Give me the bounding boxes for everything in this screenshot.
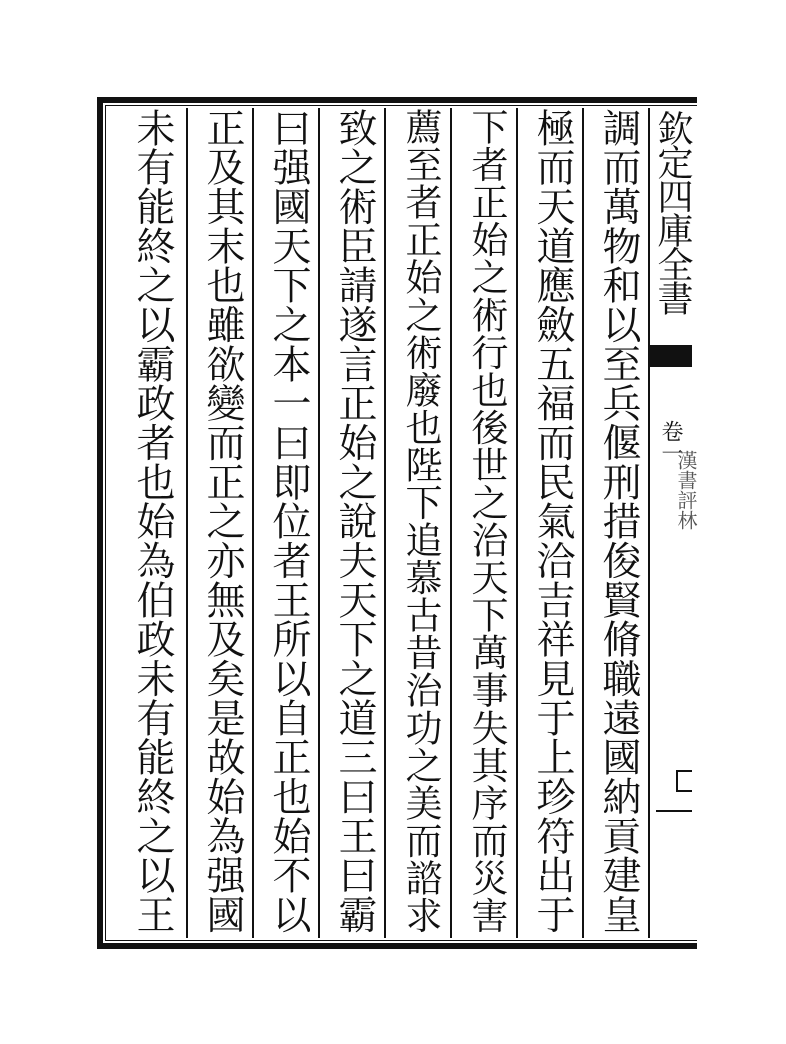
- text-column-8: 未有能終之以霸政者也始為伯政未有能終之以王: [130, 108, 175, 934]
- text-column-6: 曰强國天下之本一曰即位者王所以自正也始不以: [266, 108, 311, 934]
- fishtail-mark: [650, 345, 692, 367]
- column-rule: [186, 108, 188, 938]
- text-column-2: 極而天道應斂五福而民氣洽吉祥見于上珍符出于: [530, 108, 575, 934]
- column-rule: [252, 108, 254, 938]
- column-rule: [384, 108, 386, 938]
- series-title: 欽定四庫全書: [652, 110, 693, 314]
- margin-rule: [656, 810, 692, 812]
- text-column-7: 正及其末也雖欲變而正之亦無及矣是故始為强國: [200, 108, 245, 934]
- column-rule: [648, 108, 650, 938]
- juan-label: 卷一: [658, 420, 683, 464]
- text-column-4: 薦至者正始之術廢也陛下追慕古昔治功之美而諮求: [399, 108, 442, 934]
- column-rule: [582, 108, 584, 938]
- column-rule: [318, 108, 320, 938]
- book-title: 漢書評林: [674, 450, 698, 530]
- column-rule: [450, 108, 452, 938]
- text-column-5: 致之術臣請遂言正始之說夫天下之道三曰王曰霸: [332, 108, 377, 934]
- column-rule: [516, 108, 518, 938]
- text-column-3: 下者正始之術行也後世之治天下萬事失其序而災害: [465, 108, 508, 934]
- text-column-1: 調而萬物和以至兵偃刑措俊賢脩職遠國納貢建皇: [596, 108, 641, 934]
- margin-bracket: [676, 770, 692, 792]
